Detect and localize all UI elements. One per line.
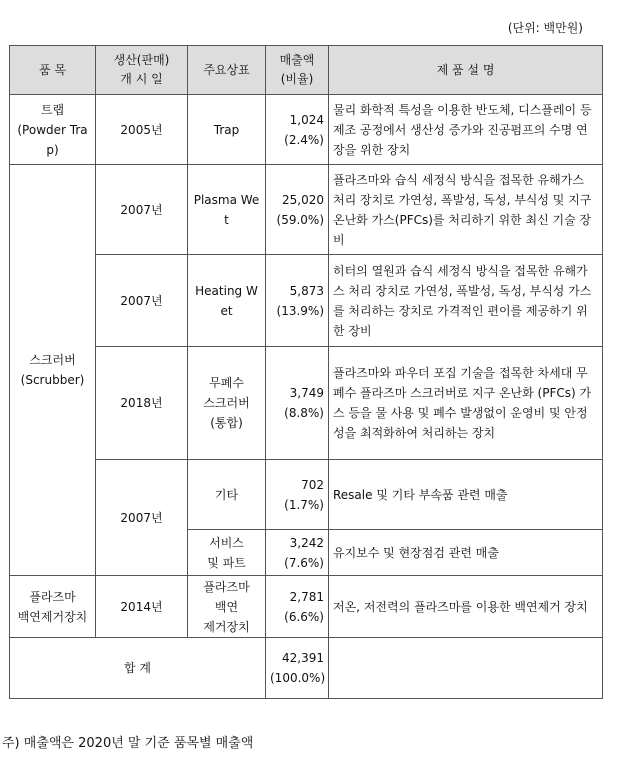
year-cell: 2005년 (96, 95, 188, 165)
unit-note: (단위: 백만원) (507, 21, 583, 35)
sales-cell: 702 (1.7%) (266, 460, 329, 530)
brand-cell: Trap (188, 95, 266, 165)
table-header-row (10, 46, 603, 95)
header-item: 품 목 (10, 46, 96, 95)
total-label: 합 계 (10, 638, 266, 699)
brand-cell: 플라즈마 백연 제거장치 (188, 576, 266, 638)
year-cell: 2018년 (96, 347, 188, 460)
footnote: 주) 매출액은 2020년 말 기준 품목별 매출액 (2, 736, 254, 751)
table-row (10, 255, 603, 347)
year-cell: 2007년 (96, 165, 188, 255)
item-cell: 플라즈마 백연제거장치 (10, 576, 96, 638)
description-cell: 유지보수 및 현장점검 관련 매출 (329, 530, 603, 576)
total-row (10, 638, 603, 699)
item-cell: 스크러버 (Scrubber) (10, 165, 96, 576)
table-row (10, 576, 603, 638)
table-row (10, 460, 603, 530)
header-sales: 매출액 (비율) (266, 46, 329, 95)
brand-cell: 기타 (188, 460, 266, 530)
table-row (10, 165, 603, 255)
sales-cell: 1,024 (2.4%) (266, 95, 329, 165)
description-cell: Resale 및 기타 부속품 관련 매출 (329, 460, 603, 530)
sales-cell: 2,781 (6.6%) (266, 576, 329, 638)
description-cell: 저온, 저전력의 플라즈마를 이용한 백연제거 장치 (329, 576, 603, 638)
brand-cell: Heating Wet (188, 255, 266, 347)
sales-cell: 5,873 (13.9%) (266, 255, 329, 347)
total-description (329, 638, 603, 699)
header-brand: 주요상표 (188, 46, 266, 95)
year-cell: 2007년 (96, 460, 188, 576)
year-cell: 2007년 (96, 255, 188, 347)
header-start-date: 생산(판매) 개 시 일 (96, 46, 188, 95)
description-cell: 플라즈마와 파우더 포집 기술을 접목한 차세대 무폐수 플라즈마 스크러버로 지구 온난화 (PFCs) 가스 등을 물 사용 및 폐수 발생없이 운영비 및 안정성을 최적화하여 처리하는 장치 (329, 347, 603, 460)
year-cell: 2014년 (96, 576, 188, 638)
header-description: 제 품 설 명 (329, 46, 603, 95)
table-row (10, 347, 603, 460)
description-cell: 히터의 열원과 습식 세정식 방식을 접목한 유해가스 처리 장치로 가연성, 폭발성, 독성, 부식성 가스를 처리하는 장치로 가격적인 편이를 제공하기 위한 장비 (329, 255, 603, 347)
description-cell: 물리 화학적 특성을 이용한 반도체, 디스플레이 등 제조 공정에서 생산성 증가와 진공펌프의 수명 연장을 위한 장치 (329, 95, 603, 165)
total-sales: 42,391 (100.0%) (266, 638, 329, 699)
description-cell: 플라즈마와 습식 세정식 방식을 접목한 유해가스 처리 장치로 가연성, 폭발성, 독성, 부식성 및 지구 온난화 가스(PFCs)를 처리하기 위한 최신 기술 장비 (329, 165, 603, 255)
sales-cell: 25,020 (59.0%) (266, 165, 329, 255)
brand-cell: 서비스 및 파트 (188, 530, 266, 576)
product-sales-table (9, 45, 603, 699)
brand-cell: Plasma Wet (188, 165, 266, 255)
table-row (10, 95, 603, 165)
sales-cell: 3,749 (8.8%) (266, 347, 329, 460)
brand-cell: 무폐수 스크러버 (통합) (188, 347, 266, 460)
sales-cell: 3,242 (7.6%) (266, 530, 329, 576)
item-cell: 트랩 (Powder Trap) (10, 95, 96, 165)
